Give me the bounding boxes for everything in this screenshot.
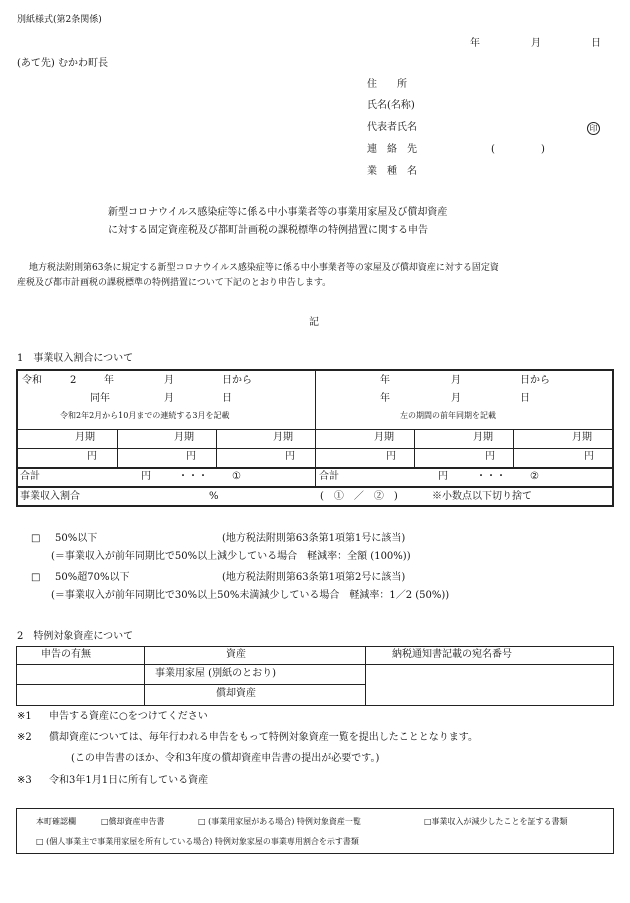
left-tsuki: 月 xyxy=(164,375,174,386)
seal-mark: 印 xyxy=(587,122,600,135)
table-rule xyxy=(18,486,612,488)
table-rule xyxy=(18,448,612,449)
industry-label: 業 種 名 xyxy=(367,166,417,177)
title-line2: に対する固定資産税及び都町計画税の課税標準の特例措置に関する申告 xyxy=(108,225,428,236)
right-yen-2: 円 xyxy=(485,451,495,462)
confirm-item3[interactable]: □事業収入が減少したことを証する書類 xyxy=(424,817,568,826)
name-label: 氏名(名称) xyxy=(367,100,415,111)
ratio-note: ※小数点以下切り捨て xyxy=(432,491,532,502)
left-nichi: 日 xyxy=(222,393,232,404)
note1-text: 申告する資産に○をつけてください xyxy=(49,711,208,722)
table-col-rule xyxy=(117,429,118,467)
left-dots: ・・・ xyxy=(178,471,208,482)
col-asset: 資産 xyxy=(226,649,246,660)
table-col-rule xyxy=(365,647,366,705)
right-nen2: 年 xyxy=(380,393,390,404)
contact-paren-close: ) xyxy=(541,144,545,155)
option2-law: (地方税法附則第63条第1項第2号に該当) xyxy=(222,572,406,583)
table-rule xyxy=(18,429,612,430)
left-year-num: 2 xyxy=(70,375,77,386)
intro-line2: 産税及び都市計画税の課税標準の特例措置について下記のとおり申告します。 xyxy=(17,278,332,288)
section1-heading: 1 事業収入割合について xyxy=(17,353,134,364)
note3-text: 令和3年1月1日に所有している資産 xyxy=(49,775,209,786)
note2-sub: (この申告書のほか、令和3年度の償却資産申告書の提出が必要です。) xyxy=(71,753,380,764)
table-col-rule xyxy=(513,429,514,467)
col-number: 納税通知書記載の宛名番号 xyxy=(392,649,512,660)
intro-line1: 地方税法附則第63条に規定する新型コロナウイルス感染症等に係る中小事業者等の家屋及び償却資産に対する固定資 xyxy=(29,263,499,273)
ratio-percent: % xyxy=(209,491,219,502)
right-tsuki: 月 xyxy=(451,375,461,386)
left-total-yen: 円 xyxy=(141,471,151,482)
section2-heading: 2 特例対象資産について xyxy=(17,631,134,642)
confirm-item1[interactable]: □償却資産申告書 xyxy=(101,817,165,826)
left-period-1: 月期 xyxy=(75,432,95,443)
note1-mark: ※1 xyxy=(17,711,32,722)
left-reiwa: 令和 xyxy=(22,375,42,386)
table-col-rule xyxy=(144,647,145,705)
ratio-formula: ( ① ／ ② ) xyxy=(320,491,398,502)
address-label: 住 所 xyxy=(367,79,407,90)
option2-detail: (＝事業収入が前年同期比で30%以上50%未満減少している場合 軽減率：1／2 (50%)) xyxy=(51,590,450,601)
right-period-2: 月期 xyxy=(473,432,493,443)
right-nichi-kara: 日から xyxy=(520,375,550,386)
right-circle-2: ② xyxy=(530,471,539,482)
right-nen: 年 xyxy=(380,375,390,386)
note2-text: 償却資産については、毎年行われる申告をもって特例対象資産一覧を提出したこととなります。 xyxy=(49,732,478,743)
col-declare: 申告の有無 xyxy=(41,649,91,660)
date-day: 日 xyxy=(591,38,601,49)
confirm-item2[interactable]: □ (事業用家屋がある場合) 特例対象資産一覧 xyxy=(198,817,361,826)
contact-paren-open: ( xyxy=(491,144,495,155)
option1-detail: (＝事業収入が前年同期比で50%以上減少している場合 軽減率：全額 (100%)) xyxy=(51,551,411,562)
option2-label: 50%超70%以下 xyxy=(55,572,130,583)
right-period-1: 月期 xyxy=(374,432,394,443)
right-yen-1: 円 xyxy=(386,451,396,462)
date-year: 年 xyxy=(470,38,480,49)
addressee: (あて先) むかわ町長 xyxy=(17,58,108,69)
asset-house: 事業用家屋 (別紙のとおり) xyxy=(155,668,276,679)
table-rule xyxy=(17,684,365,685)
right-total-label: 合計 xyxy=(319,471,339,482)
right-total-yen: 円 xyxy=(438,471,448,482)
left-nichi-kara: 日から xyxy=(222,375,252,386)
left-yen-3: 円 xyxy=(285,451,295,462)
confirm-label: 本町確認欄 xyxy=(36,817,76,826)
left-note: 令和2年2月から10月までの連続する3月を記載 xyxy=(60,411,230,420)
table-rule xyxy=(18,467,612,469)
note2-mark: ※2 xyxy=(17,732,32,743)
right-note: 左の期間の前年同期を記載 xyxy=(400,411,496,420)
asset-table xyxy=(16,646,614,706)
table-col-rule xyxy=(216,429,217,467)
option1-label: 50%以下 xyxy=(55,533,98,544)
option1-law: (地方税法附則第63条第1項第1号に該当) xyxy=(222,533,406,544)
option1-checkbox[interactable]: □ xyxy=(31,533,41,544)
left-donen: 同年 xyxy=(90,393,110,404)
contact-label: 連 絡 先 xyxy=(367,144,417,155)
representative-label: 代表者氏名 xyxy=(367,122,417,133)
note3-mark: ※3 xyxy=(17,775,32,786)
ki-label: 記 xyxy=(309,317,319,328)
left-period-2: 月期 xyxy=(174,432,194,443)
left-yen-2: 円 xyxy=(186,451,196,462)
asset-depreciable: 償却資産 xyxy=(216,688,256,699)
ratio-label: 事業収入割合 xyxy=(20,491,80,502)
confirm-item4[interactable]: □ (個人事業主で事業用家屋を所有している場合) 特例対象家屋の事業専用割合を示す書類 xyxy=(36,837,359,846)
left-total-label: 合計 xyxy=(20,471,40,482)
right-yen-3: 円 xyxy=(584,451,594,462)
income-ratio-table xyxy=(16,369,614,507)
title-line1: 新型コロナウイルス感染症等に係る中小事業者等の事業用家屋及び償却資産 xyxy=(108,207,448,218)
date-month: 月 xyxy=(531,38,541,49)
left-yen-1: 円 xyxy=(87,451,97,462)
left-nen: 年 xyxy=(104,375,114,386)
right-tsuki2: 月 xyxy=(451,393,461,404)
right-nichi: 日 xyxy=(520,393,530,404)
table-rule xyxy=(17,664,613,665)
confirmation-box xyxy=(16,808,614,854)
left-circle-1: ① xyxy=(232,471,241,482)
left-period-3: 月期 xyxy=(273,432,293,443)
right-period-3: 月期 xyxy=(572,432,592,443)
left-tsuki2: 月 xyxy=(164,393,174,404)
table-col-rule xyxy=(414,429,415,467)
right-dots: ・・・ xyxy=(476,471,506,482)
form-label: 別紙様式(第2条関係) xyxy=(17,15,102,25)
option2-checkbox[interactable]: □ xyxy=(31,572,41,583)
